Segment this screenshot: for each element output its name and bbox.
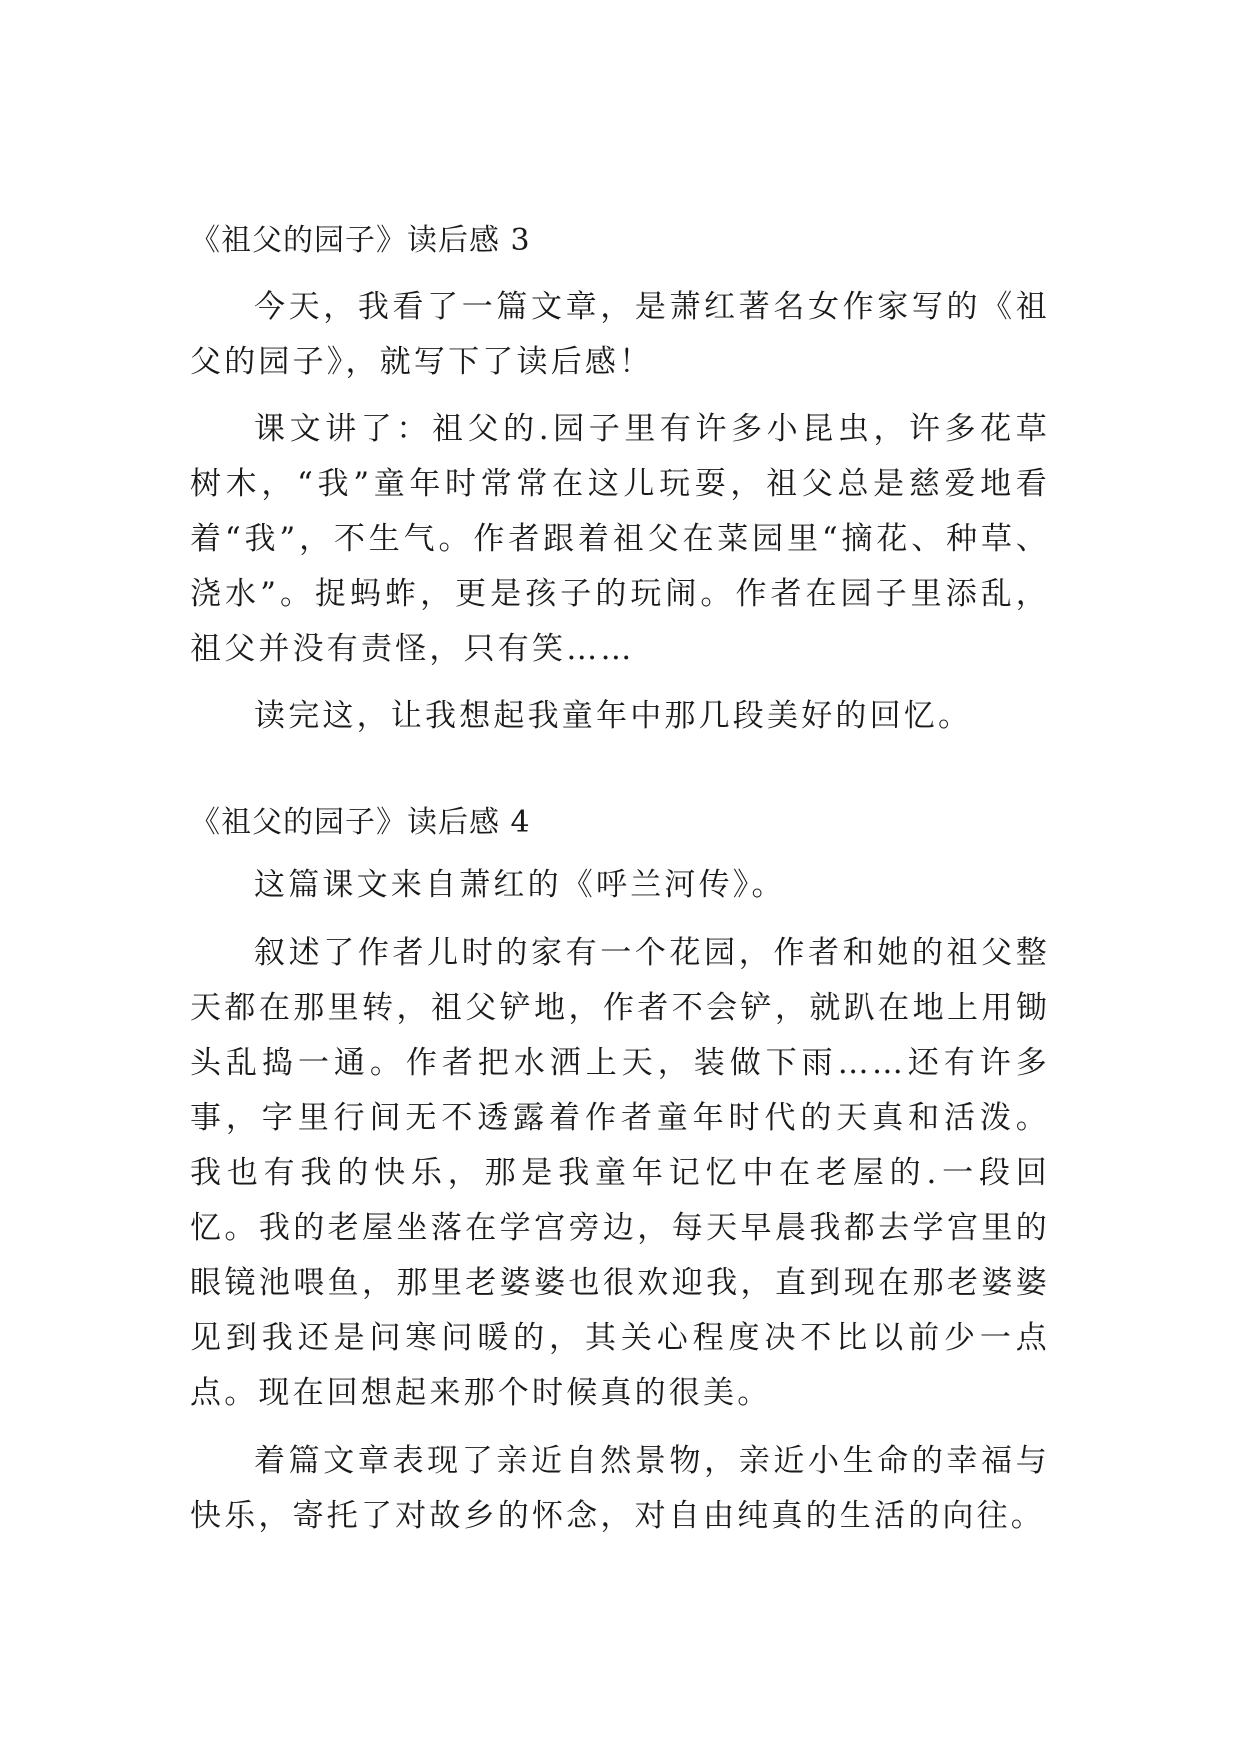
section-heading: 《祖父的园子》读后感 4 (190, 805, 531, 840)
essay-section-3 (190, 218, 1050, 756)
paragraph: 叙述了作者儿时的家有一个花园，作者和她的祖父整天都在那里转，祖父铲地，作者不会铲，就趴在地上用锄头乱捣一通。作者把水洒上天，装做下雨……还有许多事，字里行间无不透露着作者童年时代的天真和活泼。 我也有我的快乐，那是我童年记忆中在老屋的.一段回忆。我的老屋坐落在学宫旁边，每天早晨我都去学宫里的眼镜池喂鱼，那里老婆婆也很欢迎我，直到现在那老婆婆见到我还是问寒问暖的，其关心程度决不比以前少一点点。现在回想起来那个时候真的很美。 (190, 935, 1050, 1411)
paragraph: 这篇课文来自萧红的《呼兰河传》。 (254, 867, 786, 903)
paragraph: 今天，我看了一篇文章，是萧红著名女作家写的《祖父的园子》，就写下了读后感！ (190, 289, 1050, 380)
essay-section-4 (190, 800, 1050, 1557)
paragraph: 读完这，让我想起我童年中那几段美好的回忆。 (254, 698, 973, 734)
section-heading: 《祖父的园子》读后感 3 (190, 223, 531, 258)
paragraph: 课文讲了：祖父的.园子里有许多小昆虫，许多花草树木，“我”童年时常常在这儿玩耍，祖父总是慈爱地看着“我”，不生气。作者跟着祖父在菜园里“摘花、种草、浇水”。捉蚂蚱，更是孩子的玩闹。作者在园子里添乱，祖父并没有责怪，只有笑…… (190, 411, 1050, 667)
paragraph: 着篇文章表现了亲近自然景物，亲近小生命的幸福与快乐，寄托了对故乡的怀念，对自由纯真的生活的向往。 (190, 1443, 1050, 1534)
